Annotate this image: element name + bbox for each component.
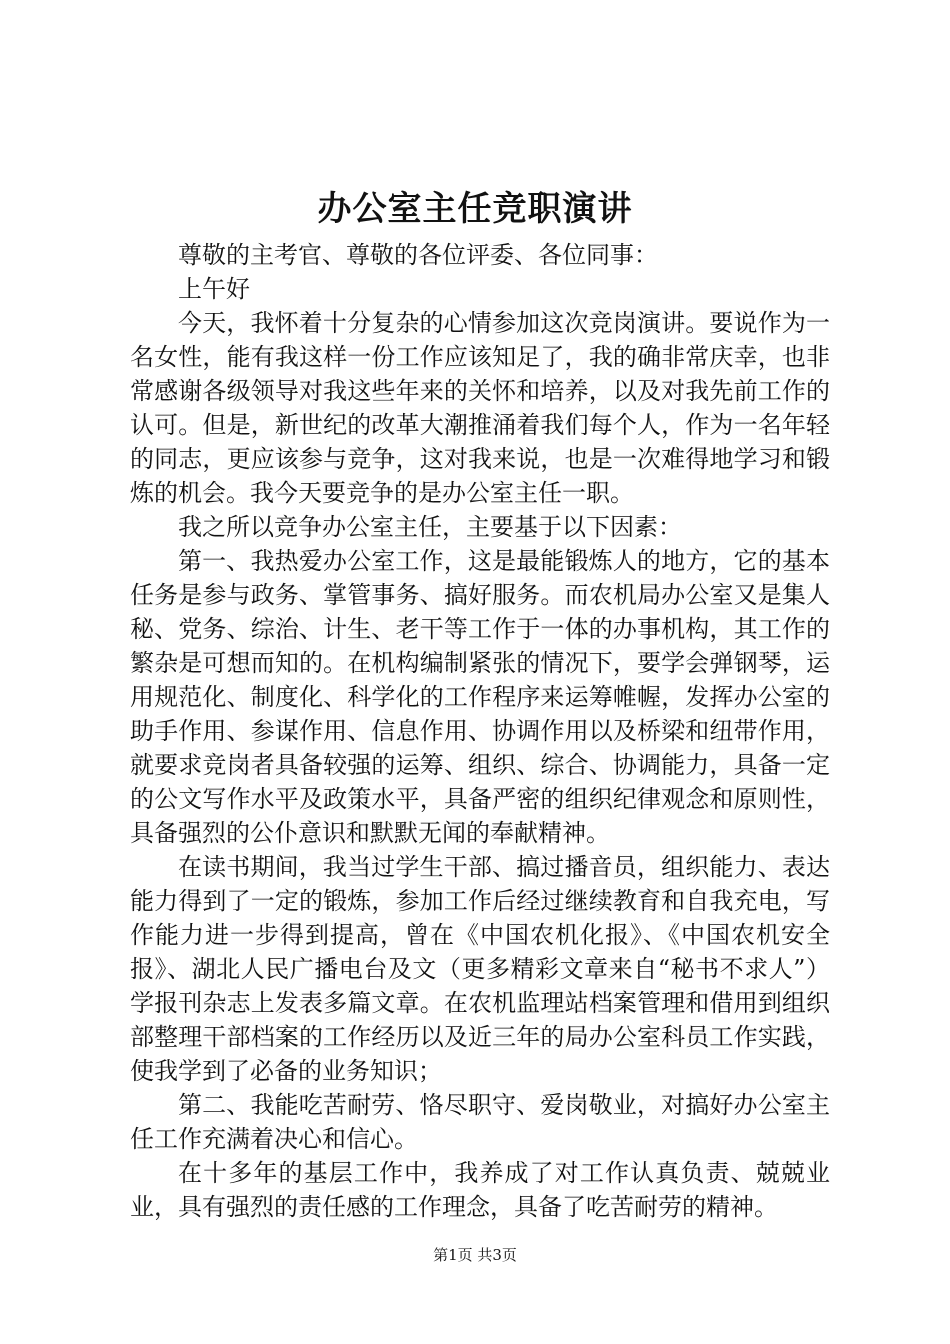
- body-paragraph: 第一、我热爱办公室工作，这是最能锻炼人的地方，它的基本任务是参与政务、掌管事务、搞好服务。而农机局办公室又是集人秘、党务、综治、计生、老干等工作于一体的办事机构，其工作的繁杂是可想而知的。在机构编制紧张的情况下，要学会弹钢琴，运用规范化、制度化、科学化的工作程序来运筹帷幄，发挥办公室的助手作用、参谋作用、信息作用、协调作用以及桥梁和纽带作用，就要求竞岗者具备较强的运筹、组织、综合、协调能力，具备一定的公文写作水平及政策水平，具备严密的组织纪律观念和原则性，具备强烈的公仆意识和默默无闻的奉献精神。: [130, 547, 830, 847]
- document-body: [130, 238, 830, 1224]
- greeting-paragraph: 上午好: [178, 275, 250, 303]
- body-paragraph: 在十多年的基层工作中，我养成了对工作认真负责、兢兢业业，具有强烈的责任感的工作理念，具备了吃苦耐劳的精神。: [130, 1159, 830, 1221]
- body-paragraph: 第二、我能吃苦耐劳、恪尽职守、爱岗敬业，对搞好办公室主任工作充满着决心和信心。: [130, 1091, 830, 1153]
- body-paragraph: 今天，我怀着十分复杂的心情参加这次竞岗演讲。要说作为一名女性，能有我这样一份工作应该知足了，我的确非常庆幸，也非常感谢各级领导对我这些年来的关怀和培养，以及对我先前工作的认可。但是，新世纪的改革大潮推涌着我们每个人，作为一名年轻的同志，更应该参与竞争，这对我来说，也是一次难得地学习和锻炼的机会。我今天要竞争的是办公室主任一职。: [130, 309, 830, 507]
- salutation-paragraph: 尊敬的主考官、尊敬的各位评委、各位同事：: [178, 241, 658, 269]
- page-number-footer: 第1页 共3页: [433, 1246, 517, 1264]
- body-paragraph: 我之所以竞争办公室主任，主要基于以下因素：: [178, 513, 682, 541]
- body-paragraph: 在读书期间，我当过学生干部、搞过播音员，组织能力、表达能力得到了一定的锻炼，参加工作后经过继续教育和自我充电，写作能力进一步得到提高，曾在《中国农机化报》、《中国农机安全报》、湖北人民广播电台及文（更多精彩文章来自“秘书不求人”）学报刊杂志上发表多篇文章。在农机监理站档案管理和借用到组织部整理干部档案的工作经历以及近三年的局办公室科员工作实践，使我学到了必备的业务知识；: [130, 853, 830, 1085]
- document-title: 办公室主任竞职演讲: [317, 189, 633, 229]
